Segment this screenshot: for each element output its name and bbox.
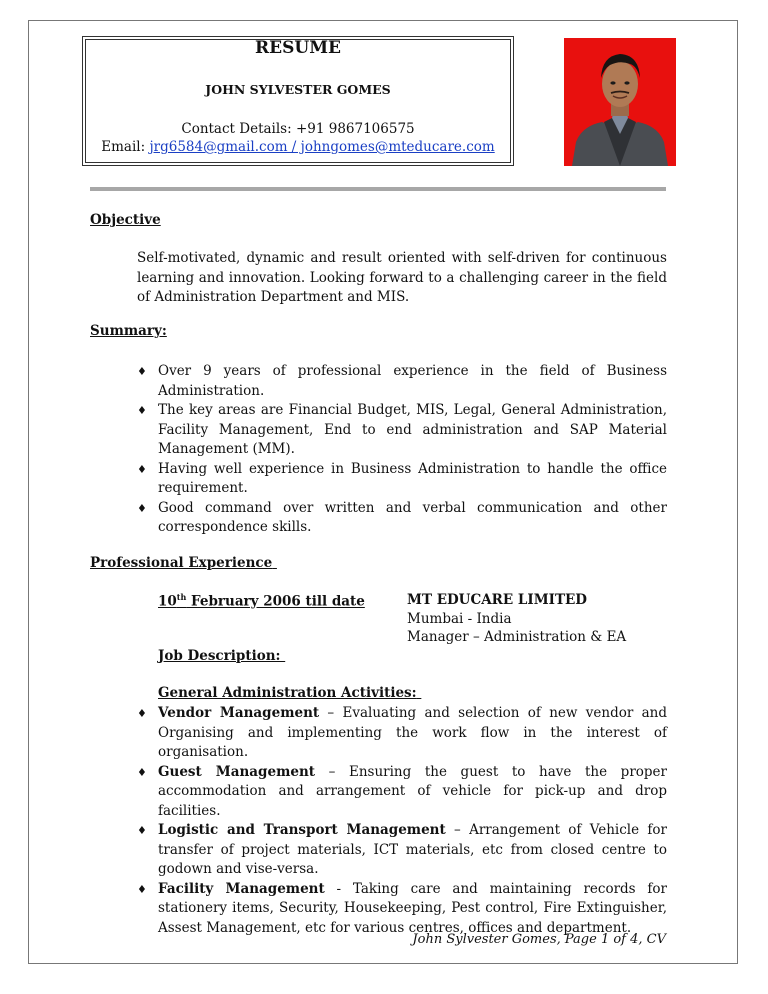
diamond-bullet-icon: ♦ — [137, 462, 147, 476]
summary-item: ♦ Having well experience in Business Administration to handle the office requirement. — [137, 460, 667, 496]
activity-item: ♦ Facility Management - Taking care and maintaining records for stationery items, Security, Housekeeping, Pest control, Fire Extinguisher, Assest Management, etc for various centres, offices and department. — [137, 880, 667, 936]
activity-item: ♦ Vendor Management – Evaluating and selection of new vendor and Organising and implementing the work flow in the interest of organisation. — [137, 705, 667, 760]
email-line — [82, 139, 514, 155]
header-divider — [90, 187, 666, 191]
diamond-bullet-icon: ♦ — [137, 882, 147, 896]
activity-item: ♦ Guest Management – Ensuring the guest to have the proper accommodation and arrangement of vehicle for pick-up and drop facilities. — [137, 763, 667, 819]
diamond-bullet-icon: ♦ — [137, 365, 147, 378]
job-position: Manager – Administration & EA — [407, 629, 627, 645]
objective-heading: Objective — [90, 212, 161, 228]
email-link[interactable]: jrg6584@gmail.com / johngomes@mteducare.com — [149, 139, 495, 155]
profile-photo — [564, 38, 676, 166]
resume-title: RESUME — [255, 38, 341, 58]
contact-details: Contact Details: +91 9867106575 — [181, 121, 415, 137]
summary-list — [137, 362, 667, 538]
summary-item: ♦ Over 9 years of professional experience in the field of Business Administration. — [137, 363, 667, 399]
employment-date: 10th February 2006 till date — [158, 592, 365, 610]
activity-item: ♦ Logistic and Transport Management – Arrangement of Vehicle for transfer of project materials, ICT materials, etc from closed centre to godown and vise-versa. — [137, 822, 667, 877]
diamond-bullet-icon: ♦ — [137, 707, 147, 720]
job-description-label: Job Description: — [158, 648, 281, 664]
email-label: Email: — [101, 139, 150, 155]
company-name: MT EDUCARE LIMITED — [407, 592, 587, 608]
diamond-bullet-icon: ♦ — [137, 824, 147, 837]
summary-heading: Summary: — [90, 323, 167, 339]
diamond-bullet-icon: ♦ — [137, 404, 147, 417]
activities-heading: General Administration Activities: — [158, 685, 417, 701]
activities-list — [137, 704, 667, 938]
experience-heading: Professional Experience — [90, 555, 273, 571]
page-footer: John Sylvester Gomes, Page 1 of 4, CV — [412, 932, 666, 947]
person-photo-icon — [564, 38, 676, 166]
candidate-name: JOHN SYLVESTER GOMES — [205, 82, 391, 97]
diamond-bullet-icon: ♦ — [137, 765, 147, 779]
diamond-bullet-icon: ♦ — [137, 501, 147, 515]
summary-item: ♦ Good command over written and verbal communication and other correspondence skills. — [137, 499, 667, 535]
company-location: Mumbai - India — [407, 611, 512, 627]
summary-item: ♦ The key areas are Financial Budget, MIS, Legal, General Administration, Facility Management, End to end administration and SAP Material Management (MM). — [137, 402, 667, 457]
objective-text: Self-motivated, dynamic and result oriented with self-driven for continuous learning and innovation. Looking forward to a challenging career in the field of Administration Department and MIS. — [137, 250, 667, 305]
